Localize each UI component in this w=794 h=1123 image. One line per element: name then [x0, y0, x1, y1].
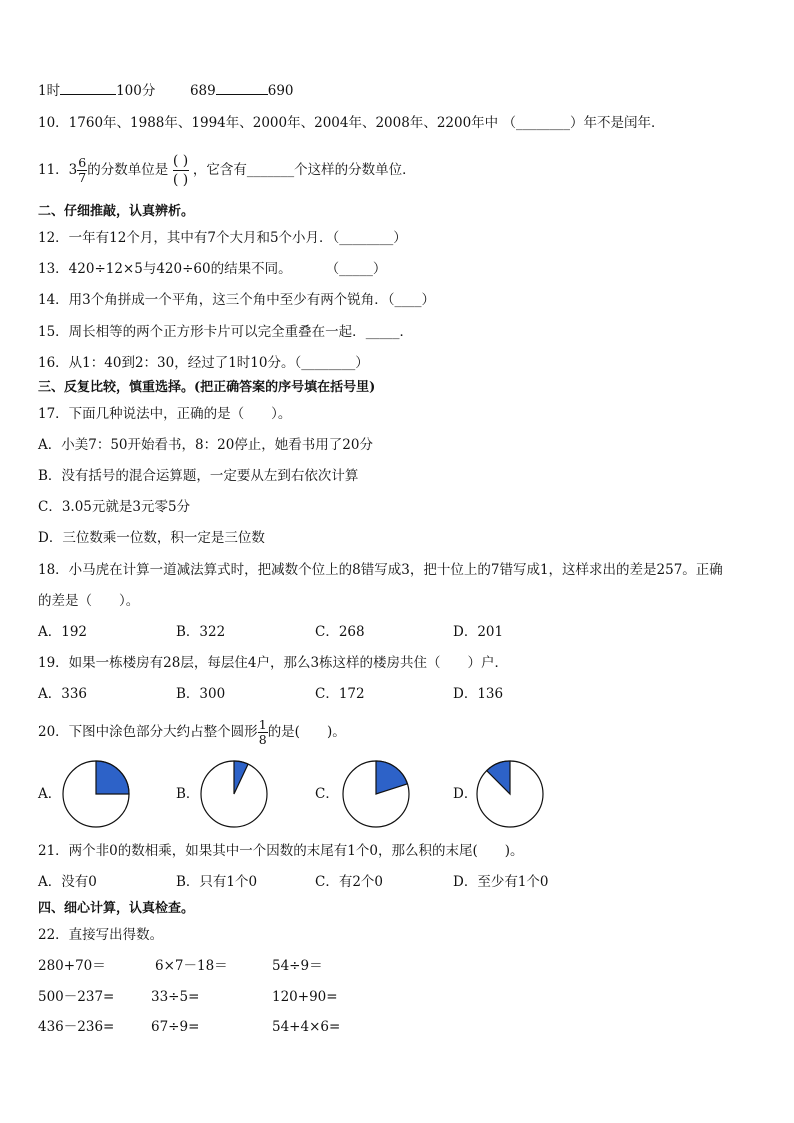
question-13	[38, 260, 386, 278]
section-title-4: 四、细心计算，认真检查。	[38, 901, 195, 916]
calc-item: 54+4×6=	[272, 1019, 341, 1035]
question-22-stem: 22．直接写出得数。	[38, 927, 164, 943]
answer-blank[interactable]: ________	[339, 230, 394, 246]
question-17-stem: 17．下面几种说法中，正确的是（ ）。	[38, 406, 292, 422]
option-c-label[interactable]: C．	[315, 786, 339, 802]
question-14	[38, 291, 435, 309]
answer-blank[interactable]	[216, 82, 268, 95]
question-text: 的分数单位是	[87, 162, 169, 178]
answer-blank[interactable]: _____	[365, 324, 400, 340]
question-text-end: ．	[399, 324, 413, 340]
option-d[interactable]: D．201	[453, 624, 504, 640]
section-title-3: 三、反复比较，慎重选择。(把正确答案的序号填在括号里)	[38, 380, 376, 395]
denominator-blank[interactable]: ( )	[172, 172, 189, 188]
question-text: 13．420÷12×5与420÷60的结果不同。	[38, 261, 292, 277]
answer-blank[interactable]: ________	[301, 355, 356, 371]
question-10	[38, 114, 664, 132]
pie-option-c[interactable]	[343, 761, 409, 827]
pie-shaded-sector	[96, 761, 129, 794]
pie-option-a[interactable]	[63, 761, 129, 827]
option-a[interactable]: A．336	[38, 686, 88, 702]
compare-right-1: 100分	[116, 83, 156, 99]
answer-blank[interactable]: ________	[515, 115, 570, 131]
pie-figures	[0, 750, 794, 840]
calc-item: 54÷9＝	[272, 958, 323, 974]
calc-item: 33÷5=	[151, 989, 200, 1005]
question-text-end: ）	[421, 292, 436, 308]
option-a[interactable]: A．没有0	[38, 874, 97, 890]
question-text-end: 个这样的分数单位．	[294, 162, 416, 178]
option-a[interactable]: A．小美7：50开始看书，8：20停止，她看书用了20分	[38, 437, 373, 453]
option-d[interactable]: D．三位数乘一位数，积一定是三位数	[38, 530, 265, 546]
option-b-label[interactable]: B．	[176, 786, 200, 802]
answer-blank[interactable]: ____	[394, 292, 422, 308]
denominator: 8	[258, 732, 267, 747]
answer-blank[interactable]: _______	[246, 162, 295, 178]
answer-blank[interactable]: _____	[339, 261, 373, 277]
option-b[interactable]: B．没有括号的混合运算题，一定要从左到右依次计算	[38, 468, 359, 484]
option-c[interactable]: C．172	[315, 686, 365, 702]
line-compare	[38, 82, 294, 100]
calc-item: 280+70＝	[38, 958, 106, 974]
question-text: 15．周长相等的两个正方形卡片可以完全重叠在一起．	[38, 324, 366, 340]
question-text: 16．从1：40到2：30，经过了1时10分。（	[38, 355, 302, 371]
calc-item: 67÷9=	[151, 1019, 200, 1035]
question-text: ，它含有	[192, 162, 247, 178]
option-d[interactable]: D．136	[453, 686, 504, 702]
fraction-1-8	[258, 718, 268, 747]
question-text-end: ）年不是闰年．	[569, 115, 665, 131]
denominator: 7	[78, 170, 87, 185]
section-title-2: 二、仔细推敲，认真辨析。	[38, 204, 195, 219]
question-text: 14．用3个角拼成一个平角，这三个角中至少有两个锐角．（	[38, 292, 395, 308]
question-text-end: 的是( )。	[267, 724, 346, 740]
numerator: 1	[258, 717, 267, 732]
calc-item: 6×7－18＝	[155, 958, 228, 974]
question-19-stem: 19．如果一栋楼房有28层，每层住4户，那么3栋这样的楼房共住（ ）户．	[38, 655, 509, 671]
option-b[interactable]: B．只有1个0	[176, 874, 258, 890]
question-18-stem-cont: 的差是（ ）。	[38, 593, 140, 609]
question-number: 11．3	[38, 162, 78, 178]
numerator-blank[interactable]: ( )	[172, 153, 189, 169]
option-d[interactable]: D．至少有1个0	[453, 874, 549, 890]
calc-item: 120+90=	[272, 989, 338, 1005]
question-12	[38, 229, 407, 247]
calc-item: 500－237=	[38, 989, 115, 1005]
question-16	[38, 354, 369, 372]
compare-right-2: 690	[267, 83, 294, 99]
question-11	[38, 148, 416, 192]
question-text: 10．1760年、1988年、1994年、2000年、2004年、2008年、2200年中 （	[38, 115, 516, 131]
question-18-stem: 18．小马虎在计算一道减法算式时，把减数个位上的8错写成3，把十位上的7错写成1，这样求出的差是257。正确	[38, 562, 723, 578]
question-15	[38, 323, 413, 341]
pie-option-d[interactable]	[477, 761, 543, 827]
compare-left-2: 689	[189, 83, 216, 99]
question-text: 12．一年有12个月，其中有7个大月和5个小月．（	[38, 230, 340, 246]
fraction-blank[interactable]	[173, 152, 189, 189]
question-text-end: ）	[355, 355, 369, 371]
option-a-label[interactable]: A．	[38, 786, 62, 802]
fraction-6-7	[77, 156, 87, 185]
option-c[interactable]: C．268	[315, 624, 365, 640]
question-21-stem: 21．两个非0的数相乘，如果其中一个因数的末尾有1个0，那么积的末尾( )。	[38, 843, 524, 859]
calc-item: 436－236=	[38, 1019, 115, 1035]
question-20-stem	[38, 712, 346, 752]
question-text-end: ）	[393, 230, 407, 246]
option-c[interactable]: C．3.05元就是3元零5分	[38, 499, 191, 515]
question-text-end: ）	[372, 261, 387, 277]
compare-left-1: 1时	[38, 83, 61, 99]
option-c[interactable]: C．有2个0	[315, 874, 384, 890]
numerator: 6	[78, 155, 87, 170]
paren-open: （	[325, 261, 340, 277]
option-d-label[interactable]: D．	[453, 786, 478, 802]
option-b[interactable]: B．322	[176, 624, 226, 640]
option-a[interactable]: A．192	[38, 624, 88, 640]
option-b[interactable]: B．300	[176, 686, 226, 702]
pie-option-b[interactable]	[201, 761, 267, 827]
question-text: 20．下图中涂色部分大约占整个圆形	[38, 724, 258, 740]
answer-blank[interactable]	[60, 82, 116, 95]
